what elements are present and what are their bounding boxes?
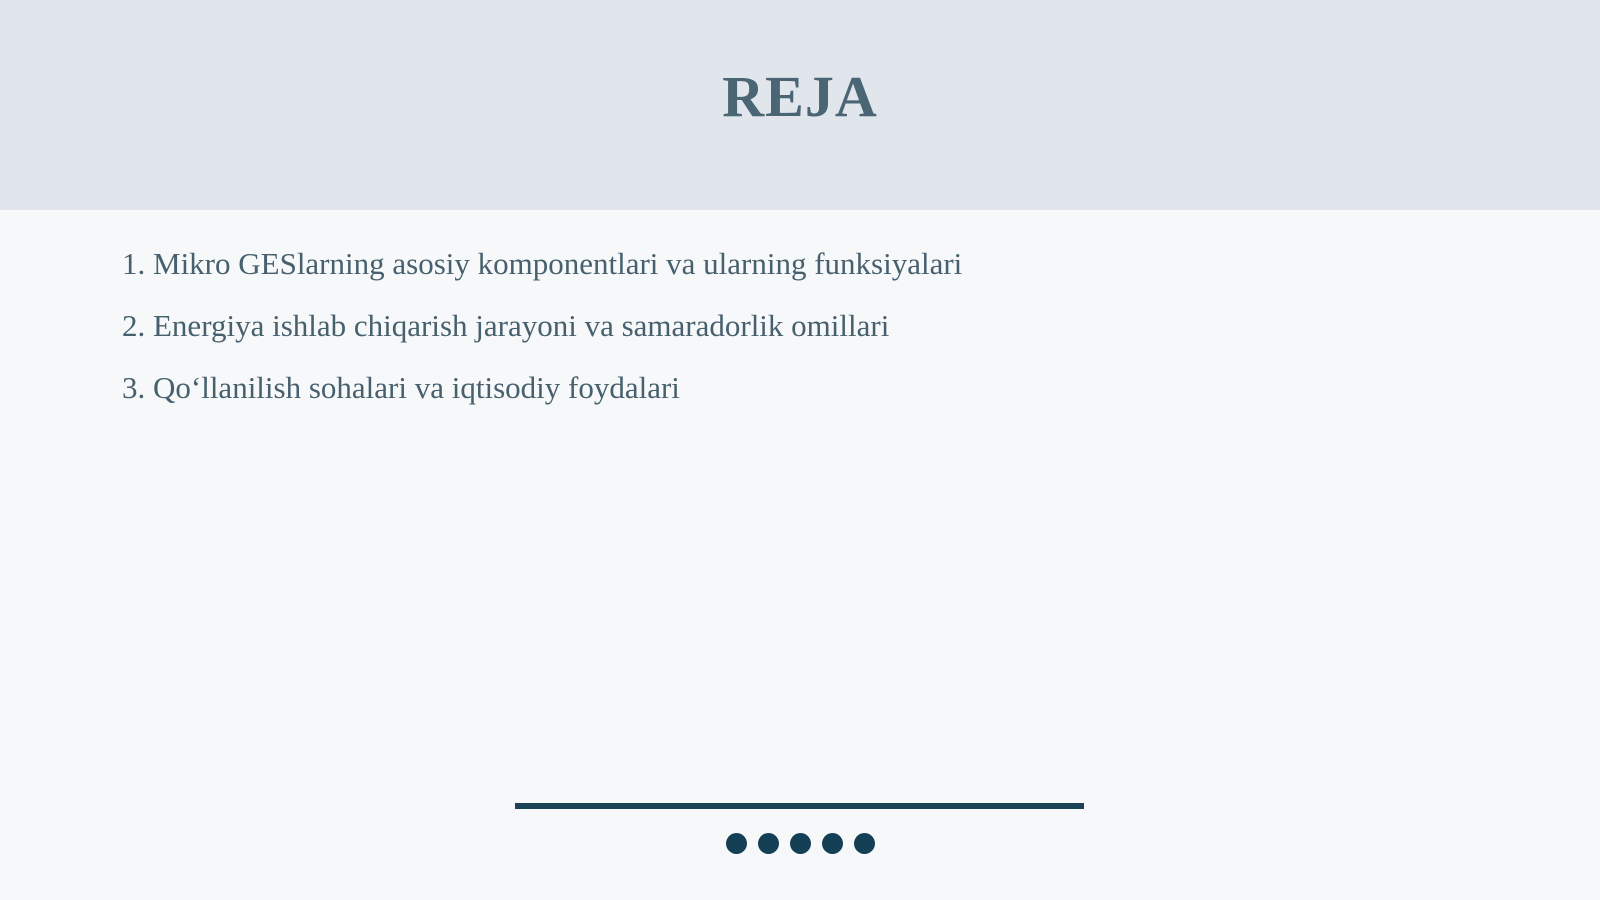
footer-dot (854, 833, 875, 854)
footer-divider (515, 803, 1084, 809)
footer-dot (758, 833, 779, 854)
footer-dot (726, 833, 747, 854)
header-band (0, 0, 1600, 210)
footer-dot (822, 833, 843, 854)
agenda-item-3: 3. Qo‘llanilish sohalari va iqtisodiy foydalari (122, 370, 680, 405)
agenda-list (122, 244, 962, 430)
footer-dot (790, 833, 811, 854)
footer-dots (726, 833, 875, 855)
agenda-item-2: 2. Energiya ishlab chiqarish jarayoni va samaradorlik omillari (122, 308, 890, 343)
agenda-item-1: 1. Mikro GESlarning asosiy komponentlari va ularning funksiyalari (122, 246, 963, 281)
slide-title: REJA (722, 64, 878, 129)
